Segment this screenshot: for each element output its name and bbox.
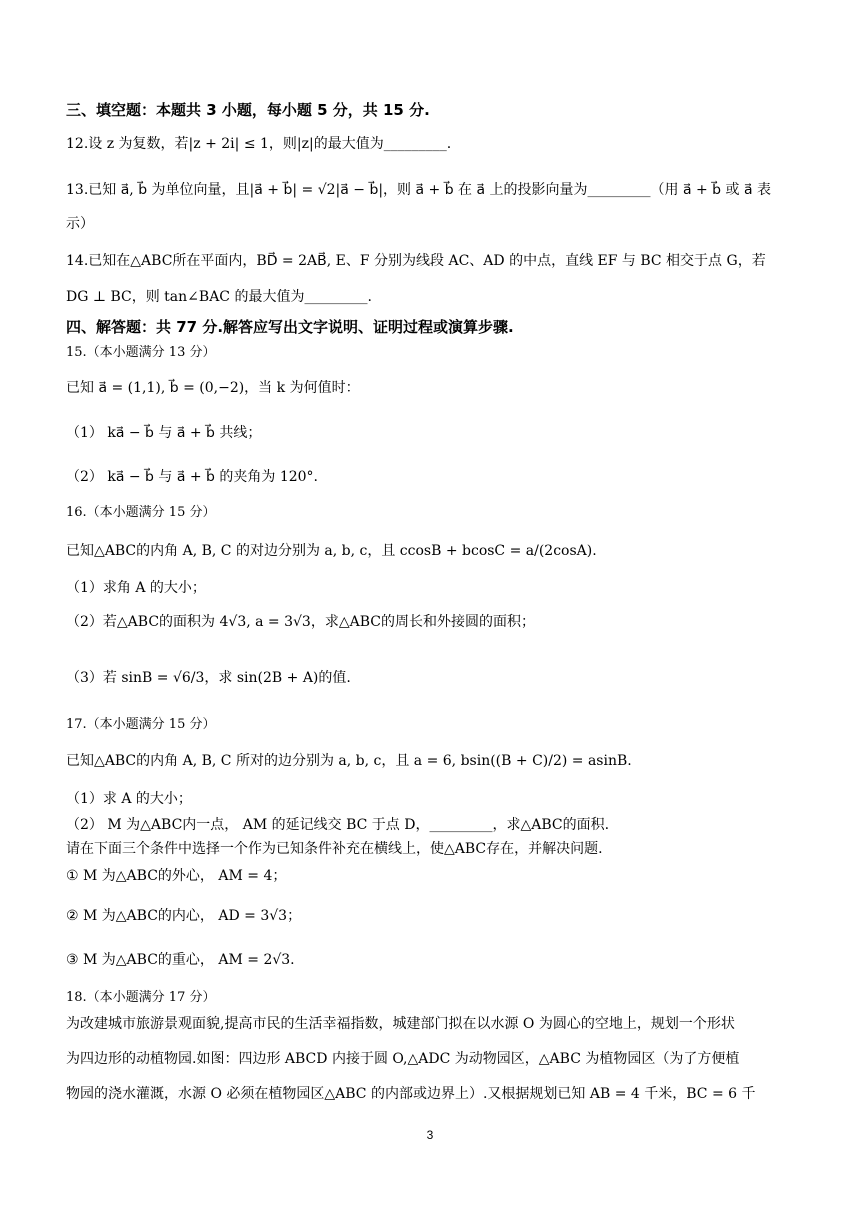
question-18-line-2: 为四边形的动植物园.如图：四边形 ABCD 内接于圆 O,△ADC 为动物园区，△ABC 为植物园区（为了方便植 <box>66 1051 740 1067</box>
question-18-line-1: 为改建城市旅游景观面貌,提高市民的生活幸福指数，城建部门拟在以水源 O 为圆心的空地上，规划一个形状 <box>66 1016 735 1032</box>
question-14-line-2: DG ⊥ BC，则 tan∠BAC 的最大值为_________. <box>66 289 372 305</box>
question-17-part-2: （2） M 为△ABC内一点， AM 的延记线交 BC 于点 D，_________，求△ABC的面积. <box>66 817 610 833</box>
question-18-header: 18.（本小题满分 17 分） <box>66 990 216 1005</box>
question-15-stem: 已知 a⃗ = (1,1), b⃗ = (0,−2)，当 k 为何值时： <box>66 380 360 396</box>
question-17-part-1: （1）求 A 的大小； <box>66 791 192 807</box>
question-17-condition-1: ① M 为△ABC的外心， AM = 4； <box>66 868 287 884</box>
question-15-header: 15.（本小题满分 13 分） <box>66 345 216 360</box>
question-15-part-1: （1） ka⃗ − b⃗ 与 a⃗ + b⃗ 共线； <box>66 425 262 441</box>
section-header-answer: 四、解答题：共 77 分.解答应写出文字说明、证明过程或演算步骤. <box>66 318 514 336</box>
section-header-fill-in: 三、填空题：本题共 3 小题，每小题 5 分，共 15 分. <box>66 101 430 119</box>
question-12: 12.设 z 为复数，若|z + 2i| ≤ 1，则|z|的最大值为_________. <box>66 136 452 152</box>
question-14-line-1: 14.已知在△ABC所在平面内，BD⃗ = 2AB⃗, E、F 分别为线段 AC、AD 的中点，直线 EF 与 BC 相交于点 G，若 <box>66 253 766 269</box>
question-18-line-3: 物园的浇水灌溉，水源 O 必须在植物园区△ABC 的内部或边界上）.又根据规划已知 AB = 4 千米，BC = 6 千 <box>66 1086 756 1102</box>
question-17-condition-3: ③ M 为△ABC的重心， AM = 2√3. <box>66 952 295 968</box>
question-16-part-3: （3）若 sinB = √6/3，求 sin(2B + A)的值. <box>66 670 351 686</box>
question-16-part-2: （2）若△ABC的面积为 4√3, a = 3√3，求△ABC的周长和外接圆的面积； <box>66 614 535 630</box>
question-17-header: 17.（本小题满分 15 分） <box>66 717 216 732</box>
question-17-condition-2: ② M 为△ABC的内心， AD = 3√3； <box>66 908 302 924</box>
question-16-stem: 已知△ABC的内角 A, B, C 的对边分别为 a, b, c，且 ccosB + bcosC = a/(2cosA). <box>66 543 597 559</box>
question-16-part-1: （1）求角 A 的大小； <box>66 580 206 596</box>
page-number: 3 <box>426 1128 434 1142</box>
question-13-line-2: 示） <box>66 216 94 232</box>
question-17-stem: 已知△ABC的内角 A, B, C 所对的边分别为 a, b, c，且 a = 6, bsin((B + C)/2) = asinB. <box>66 753 632 769</box>
question-15-part-2: （2） ka⃗ − b⃗ 与 a⃗ + b⃗ 的夹角为 120°. <box>66 469 319 485</box>
question-16-header: 16.（本小题满分 15 分） <box>66 505 216 520</box>
question-13-line-1: 13.已知 a⃗, b⃗ 为单位向量，且|a⃗ + b⃗| = √2|a⃗ − b⃗|，则 a⃗ + b⃗ 在 a⃗ 上的投影向量为_________（用 a⃗ + b⃗ 或 a⃗ 表 <box>66 182 772 198</box>
question-17-instruction: 请在下面三个条件中选择一个作为已知条件补充在横线上，使△ABC存在，并解决问题. <box>66 841 603 857</box>
